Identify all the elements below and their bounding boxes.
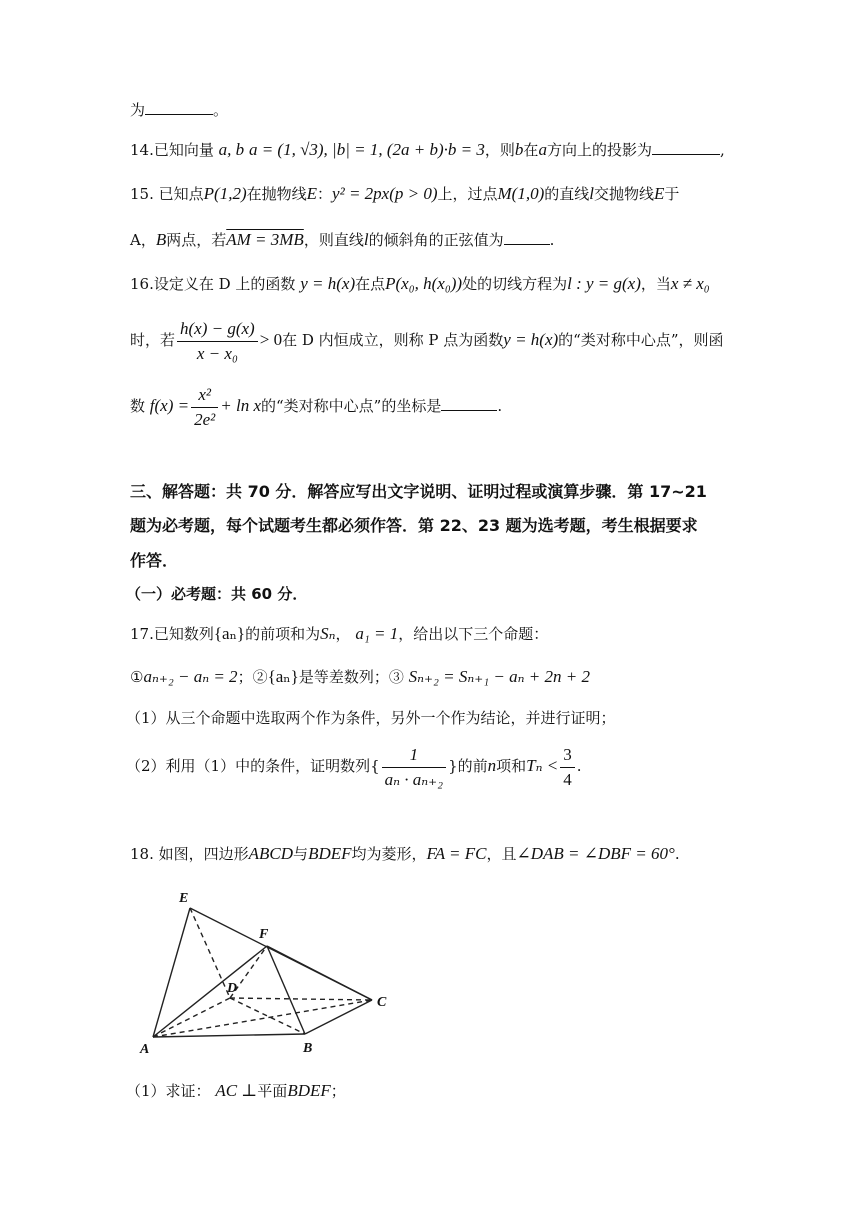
question-16-line-3: 数 f(x) = $\frac{\text{x²}}{\text{2e²}}$ + ln x的“类对称中心点”的坐标是 . <box>130 384 503 429</box>
edge-AC <box>153 1000 372 1037</box>
fraction: $\frac{\text{x²}}{\text{2e²}}$ <box>191 385 218 430</box>
label-B: B <box>303 1041 313 1056</box>
section-heading-line-2: 题为必考题，每个试题考生都必须作答．第 22、23 题为选考题，考生根据要求 <box>130 516 698 535</box>
label-F: F <box>259 927 269 942</box>
edge-BC <box>305 1000 372 1034</box>
label-C: C <box>377 995 387 1010</box>
fraction: $\frac{3}{4}$ <box>560 745 575 790</box>
fraction: $\frac{1}{\text{aₙ · aₙ₊₂}}$ <box>382 745 446 790</box>
subsection-heading: （一）必考题：共 60 分． <box>126 585 308 603</box>
label-A: A <box>140 1042 150 1057</box>
answer-blank <box>441 396 497 411</box>
edge-AF <box>153 946 267 1037</box>
edge-AE <box>153 908 190 1037</box>
edge-FC <box>267 946 372 1000</box>
label-D: D <box>227 981 238 996</box>
question-17-propositions: ①aₙ₊₂ − aₙ = 2；②{aₙ}是等差数列；③ Sₙ₊₂ = Sₙ₊₁ − aₙ + 2n + 2 <box>130 667 590 686</box>
question-18-line-1: 18. 如图，四边形ABCD与BDEF均为菱形，FA = FC，且∠DAB = ∠DBF = 60°. <box>130 844 680 863</box>
question-17-line-1: 17.已知数列{aₙ}的前项和为Sₙ， a₁ = 1，给出以下三个命题： <box>130 624 549 643</box>
section-heading-line-3: 作答． <box>130 551 179 570</box>
question-15-line-2: A，B两点，若AM = 3MB，则直线l的倾斜角的正弦值为 . <box>130 230 555 249</box>
question-16-line-1: 16.设定义在 D 上的函数 y = h(x)在点P(x₀, h(x₀))处的切线方程为l : y = g(x)，当x ≠ x₀ <box>130 274 710 293</box>
answer-blank <box>145 100 213 115</box>
fraction: $\frac{h(x) - g(x)}{\text{x − x₀}}$ <box>177 319 258 364</box>
question-18-part-1: （1）求证： AC ⊥平面BDEF； <box>126 1081 346 1100</box>
edge-DB <box>230 998 305 1034</box>
answer-blank <box>504 230 550 245</box>
edge-FB <box>267 946 305 1034</box>
edge-DC <box>230 998 372 1000</box>
edge-ED <box>190 908 230 998</box>
answer-blank <box>652 140 720 155</box>
edge-AB <box>153 1034 305 1037</box>
question-14: 14.已知向量 a, b a = (1, √3), |b| = 1, (2a + b)·b = 3，则b在a方向上的投影为 , <box>130 140 725 159</box>
geometry-figure <box>135 880 405 1060</box>
q13-tail: 为 。 <box>130 101 229 119</box>
question-16-line-2: 时，若 $\frac{h(x) - g(x)}{\text{x − x₀}}$ > 0在 D 内恒成立，则称 P 点为函数y = h(x)的“类对称中心点”，则函 <box>130 318 724 363</box>
section-heading-line-1: 三、解答题：共 70 分．解答应写出文字说明、证明过程或演算步骤．第 17~21 <box>130 482 707 501</box>
question-17-part-2: （2）利用（1）中的条件，证明数列{ $\frac{1}{\text{aₙ · aₙ₊₂}}$ }的前n项和Tₙ < $\frac{3}{4}$ . <box>126 744 582 789</box>
question-15-line-1: 15. 已知点P(1,2)在抛物线E：y² = 2px(p > 0)上，过点M(1,0)的直线l交抛物线E于 <box>130 184 680 203</box>
question-17-part-1: （1）从三个命题中选取两个作为条件，另外一个作为结论，并进行证明； <box>126 709 616 727</box>
label-E: E <box>179 891 189 906</box>
